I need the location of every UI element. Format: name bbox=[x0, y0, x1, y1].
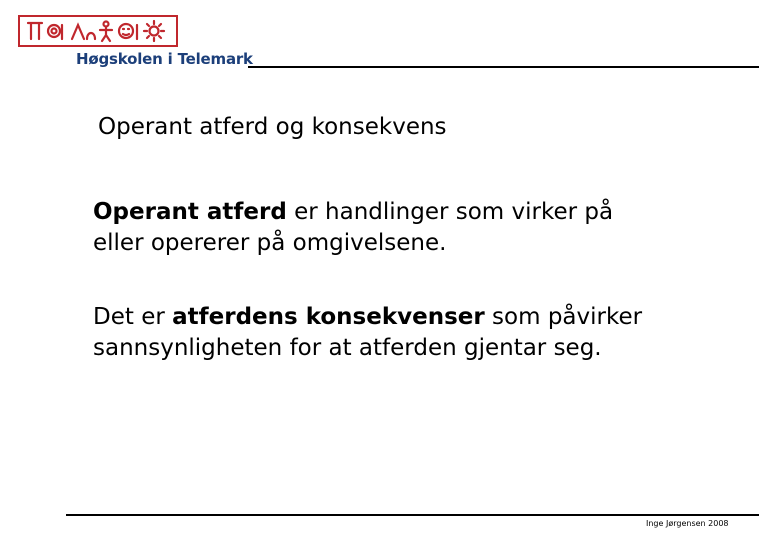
term-operant-behavior: Operant atferd bbox=[93, 199, 287, 225]
header-divider bbox=[248, 66, 759, 68]
paragraph-2-line-1-text: som påvirker bbox=[484, 304, 643, 330]
paragraph-1-line-2: eller opererer på omgivelsene. bbox=[93, 230, 447, 256]
paragraph-2-prefix: Det er bbox=[93, 304, 173, 330]
slide-title: Operant atferd og konsekvens bbox=[98, 114, 447, 140]
term-consequences: atferdens konsekvenser bbox=[172, 304, 485, 330]
paragraph-1-line-1-text: er handlinger som virker på bbox=[286, 199, 614, 225]
footer-divider bbox=[66, 514, 759, 516]
paragraph-2-line-1 bbox=[93, 302, 642, 333]
paragraph-2-line-2: sannsynligheten for at atferden gjentar seg. bbox=[93, 335, 602, 361]
footer-credit: Inge Jørgensen 2008 bbox=[646, 519, 729, 528]
institution-name: Høgskolen i Telemark bbox=[76, 50, 253, 68]
rock-carving-logo-icon bbox=[20, 17, 176, 45]
institution-logo bbox=[18, 15, 178, 47]
paragraph-consequences bbox=[93, 302, 642, 364]
paragraph-operant-behavior bbox=[93, 197, 613, 259]
paragraph-1-line-1 bbox=[93, 197, 613, 228]
